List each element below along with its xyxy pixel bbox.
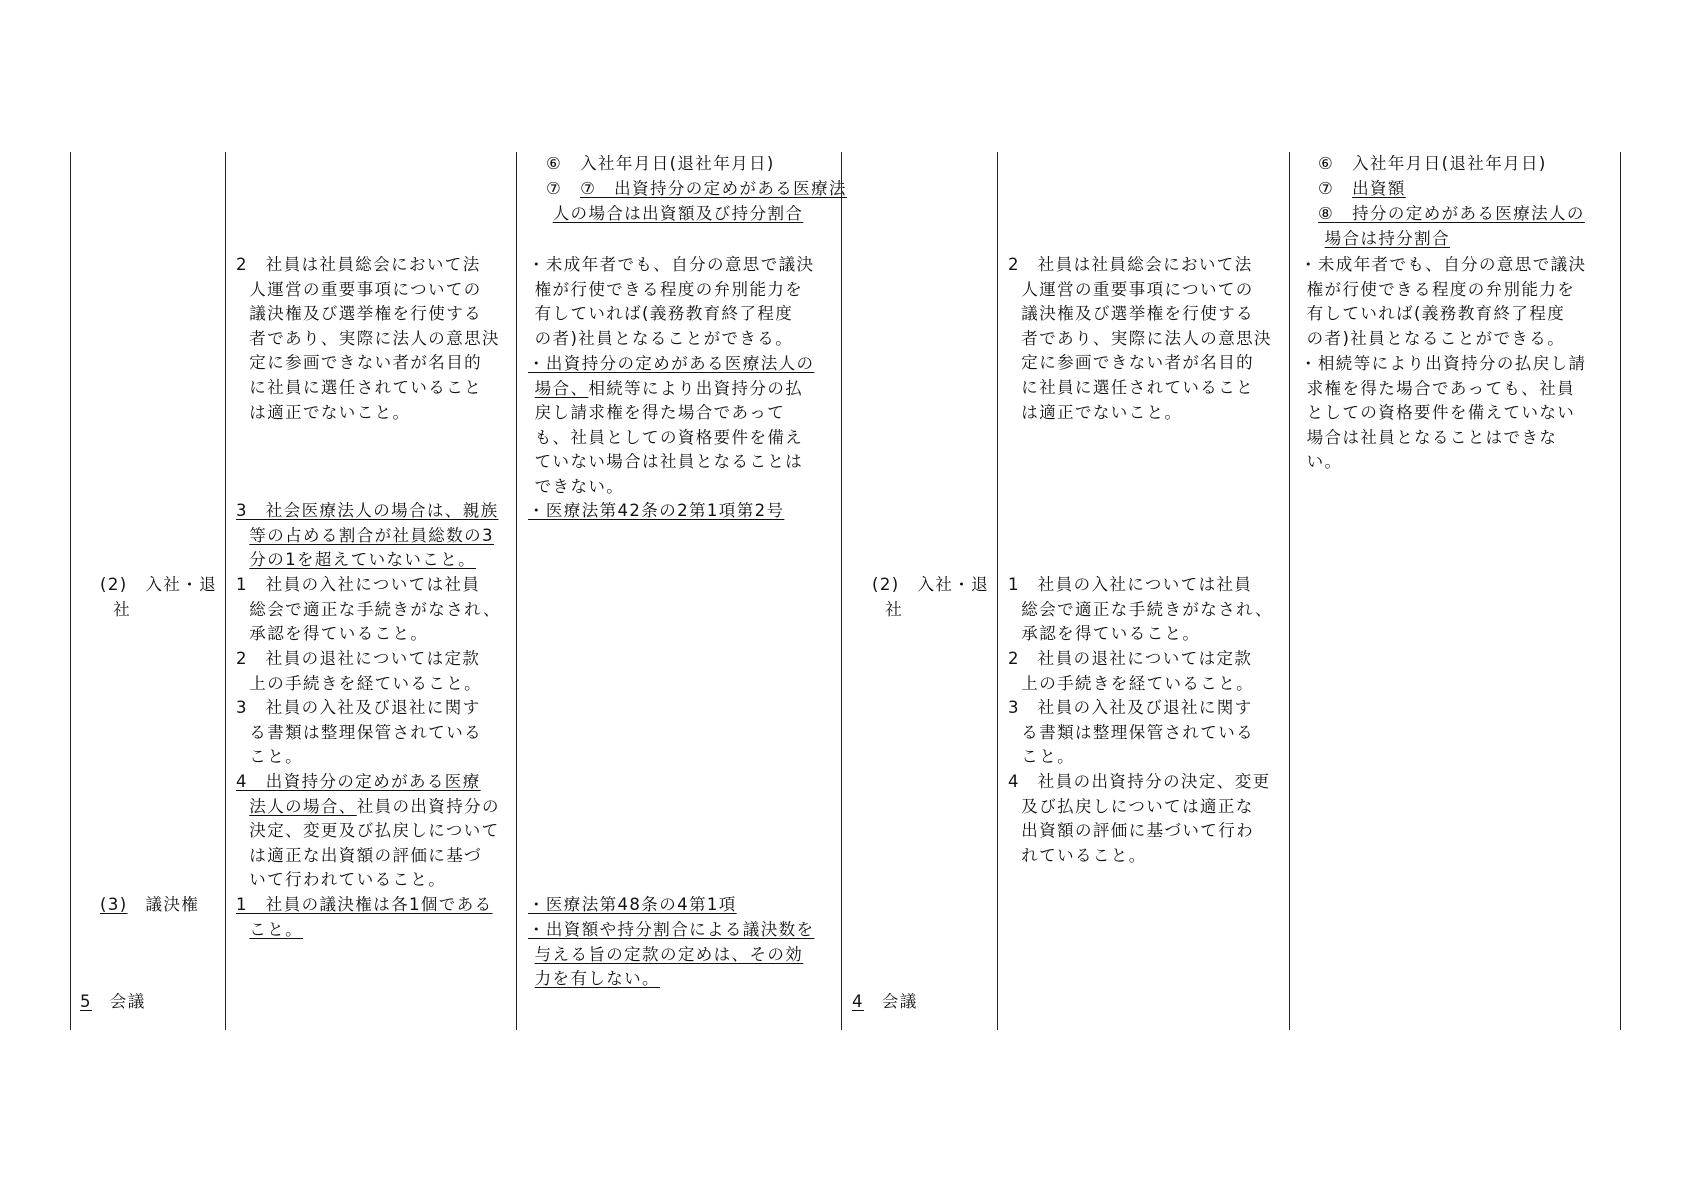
left-join4: 4 出資持分の定めがある医療 法人の場合、社員の出資持分の 決定、変更及び払戻しについて は適正な出資額の評価に基づ いて行われていること。 — [236, 772, 500, 890]
right-item2: 2 社員は社員総会において法 人運営の重要事項についての 議決権及び選挙権を行使する 者であり、実際に法人の意思決 定に参画できない者が名目的 に社員に選任されていること は適正でないこと。 — [1008, 255, 1272, 422]
right-list6: ⑥ 入社年月日(退社年月日) — [1318, 154, 1547, 173]
left-sub2-label: (2) 入社・退 社 — [100, 575, 218, 619]
rule-right-col2 — [1289, 152, 1290, 1030]
right-sec4-label: 4 会議 — [852, 992, 918, 1011]
left-note-law48: ・医療法第48条の4第1項 — [528, 895, 737, 914]
left-vote1: 1 社員の議決権は各1個である こと。 — [236, 895, 493, 939]
rule-left-outer — [70, 152, 71, 1030]
left-note-vote: ・出資額や持分割合による議決数を 与える旨の定款の定めは、その効 力を有しない。 — [528, 920, 815, 989]
right-note-refund: ・相続等により出資持分の払戻し請 求権を得た場合であっても、社員 としての資格要件を備えていない 場合は社員となることはできな い。 — [1300, 354, 1587, 472]
rule-right-col1 — [997, 152, 998, 1030]
left-list7: ⑦ ⑦ 出資持分の定めがある医療法 人の場合は出資額及び持分割合 — [546, 179, 847, 223]
left-list6: ⑥ 入社年月日(退社年月日) — [546, 154, 775, 173]
left-join3: 3 社員の入社及び退社に関す る書類は整理保管されている こと。 — [236, 698, 482, 767]
right-join4: 4 社員の出資持分の決定、変更 及び払戻しについては適正な 出資額の評価に基づいて行わ れていること。 — [1008, 772, 1271, 865]
rule-left-col2 — [516, 152, 517, 1030]
left-sec5-label: 5 会議 — [80, 992, 146, 1011]
rule-divider — [841, 152, 842, 1030]
left-note-minor: ・未成年者でも、自分の意思で議決 権が行使できる程度の弁別能力を 有していれば(義務教育終了程度 の者)社員となることができる。 — [528, 255, 815, 348]
right-list8: ⑧ 持分の定めがある医療法人の 場合は持分割合 — [1318, 204, 1585, 248]
left-join2: 2 社員の退社については定款 上の手続きを経ていること。 — [236, 649, 482, 693]
left-note-refund: ・出資持分の定めがある医療法人の 場合、相続等により出資持分の払 戻し請求権を得た場合であって も、社員としての資格要件を備え ていない場合は社員となることは できない。 — [528, 354, 815, 496]
right-list7: ⑦ 出資額 — [1318, 179, 1406, 198]
rule-right-outer — [1620, 152, 1621, 1030]
left-sub3-label: (3) 議決権 — [100, 895, 200, 914]
left-join1: 1 社員の入社については社員 総会で適正な手続きがなされ、 承認を得ていること。 — [236, 575, 501, 644]
left-item2: 2 社員は社員総会において法 人運営の重要事項についての 議決権及び選挙権を行使する 者であり、実際に法人の意思決 定に参画できない者が名目的 に社員に選任されていること は適正でないこと。 — [236, 255, 500, 422]
left-item3: 3 社会医療法人の場合は、親族 等の占める割合が社員総数の3 分の1を超えていないこと。 — [236, 501, 499, 570]
rule-left-col1 — [225, 152, 226, 1030]
left-note-law42: ・医療法第42条の2第1項第2号 — [528, 501, 785, 520]
right-sub2-label: (2) 入社・退 社 — [872, 575, 990, 619]
right-note-minor: ・未成年者でも、自分の意思で議決 権が行使できる程度の弁別能力を 有していれば(義務教育終了程度 の者)社員となることができる。 — [1300, 255, 1587, 348]
right-join1: 1 社員の入社については社員 総会で適正な手続きがなされ、 承認を得ていること。 — [1008, 575, 1273, 644]
right-join3: 3 社員の入社及び退社に関す る書類は整理保管されている こと。 — [1008, 698, 1254, 767]
right-join2: 2 社員の退社については定款 上の手続きを経ていること。 — [1008, 649, 1254, 693]
